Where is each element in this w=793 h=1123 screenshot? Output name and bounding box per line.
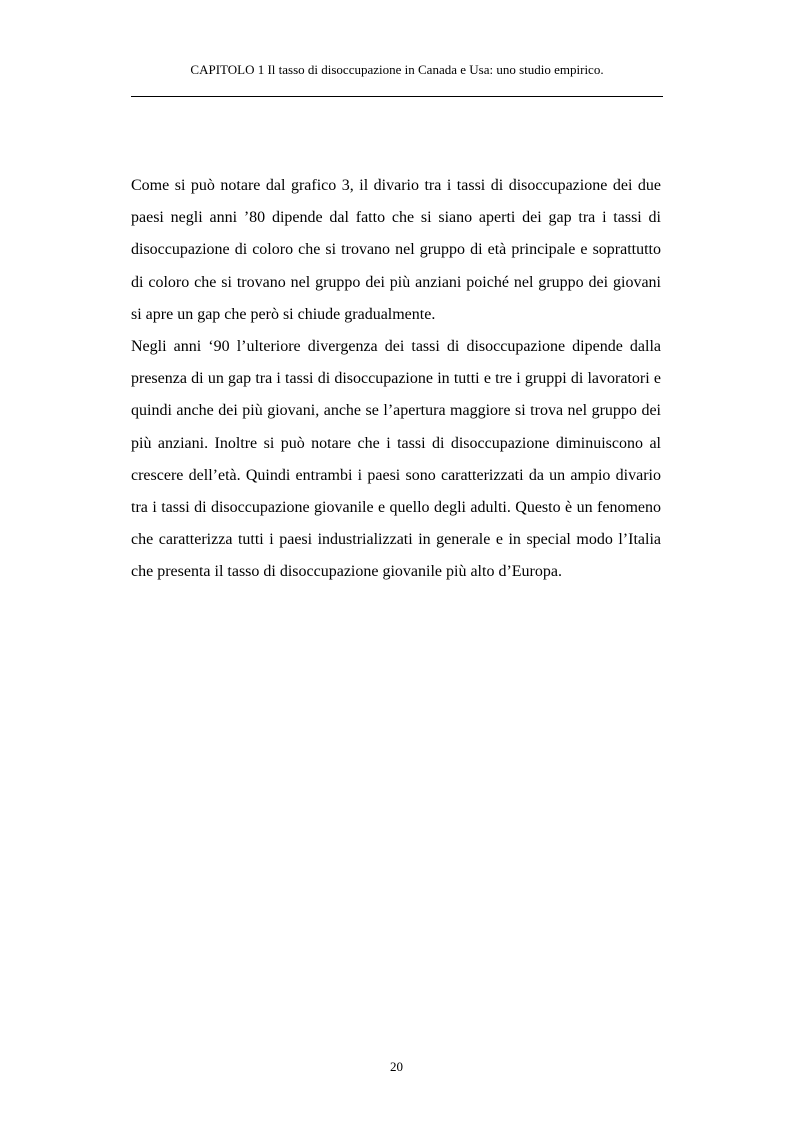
- paragraph-1: Come si può notare dal grafico 3, il divario tra i tassi di disoccupazione dei due paesi negli anni ’80 dipende dal fatto che si siano aperti dei gap tra i tassi di disoccupazione di coloro che si trovano nel gruppo di età principale e soprattutto di coloro che si trovano nel gruppo dei più anziani poiché nel gruppo dei giovani si apre un gap che però si chiude gradualmente.: [131, 177, 661, 323]
- page-header: CAPITOLO 1 Il tasso di disoccupazione in Canada e Usa: uno studio empirico.: [190, 62, 604, 77]
- page-number: 20: [390, 1059, 403, 1074]
- header-divider: [131, 96, 663, 97]
- body-text: [131, 170, 661, 589]
- paragraph-2: Negli anni ‘90 l’ulteriore divergenza dei tassi di disoccupazione dipende dalla presenza di un gap tra i tassi di disoccupazione in tutti e tre i gruppi di lavoratori e quindi anche dei più giovani, anche se l’apertura maggiore si trova nel gruppo dei più anziani. Inoltre si può notare che i tassi di disoccupazione diminuiscono al crescere dell’età. Quindi entrambi i paesi sono caratterizzati da un ampio divario tra i tassi di disoccupazione giovanile e quello degli adulti. Questo è un fenomeno che caratterizza tutti i paesi industrializzati in generale e in special modo l’Italia che presenta il tasso di disoccupazione giovanile più alto d’Europa.: [131, 338, 661, 581]
